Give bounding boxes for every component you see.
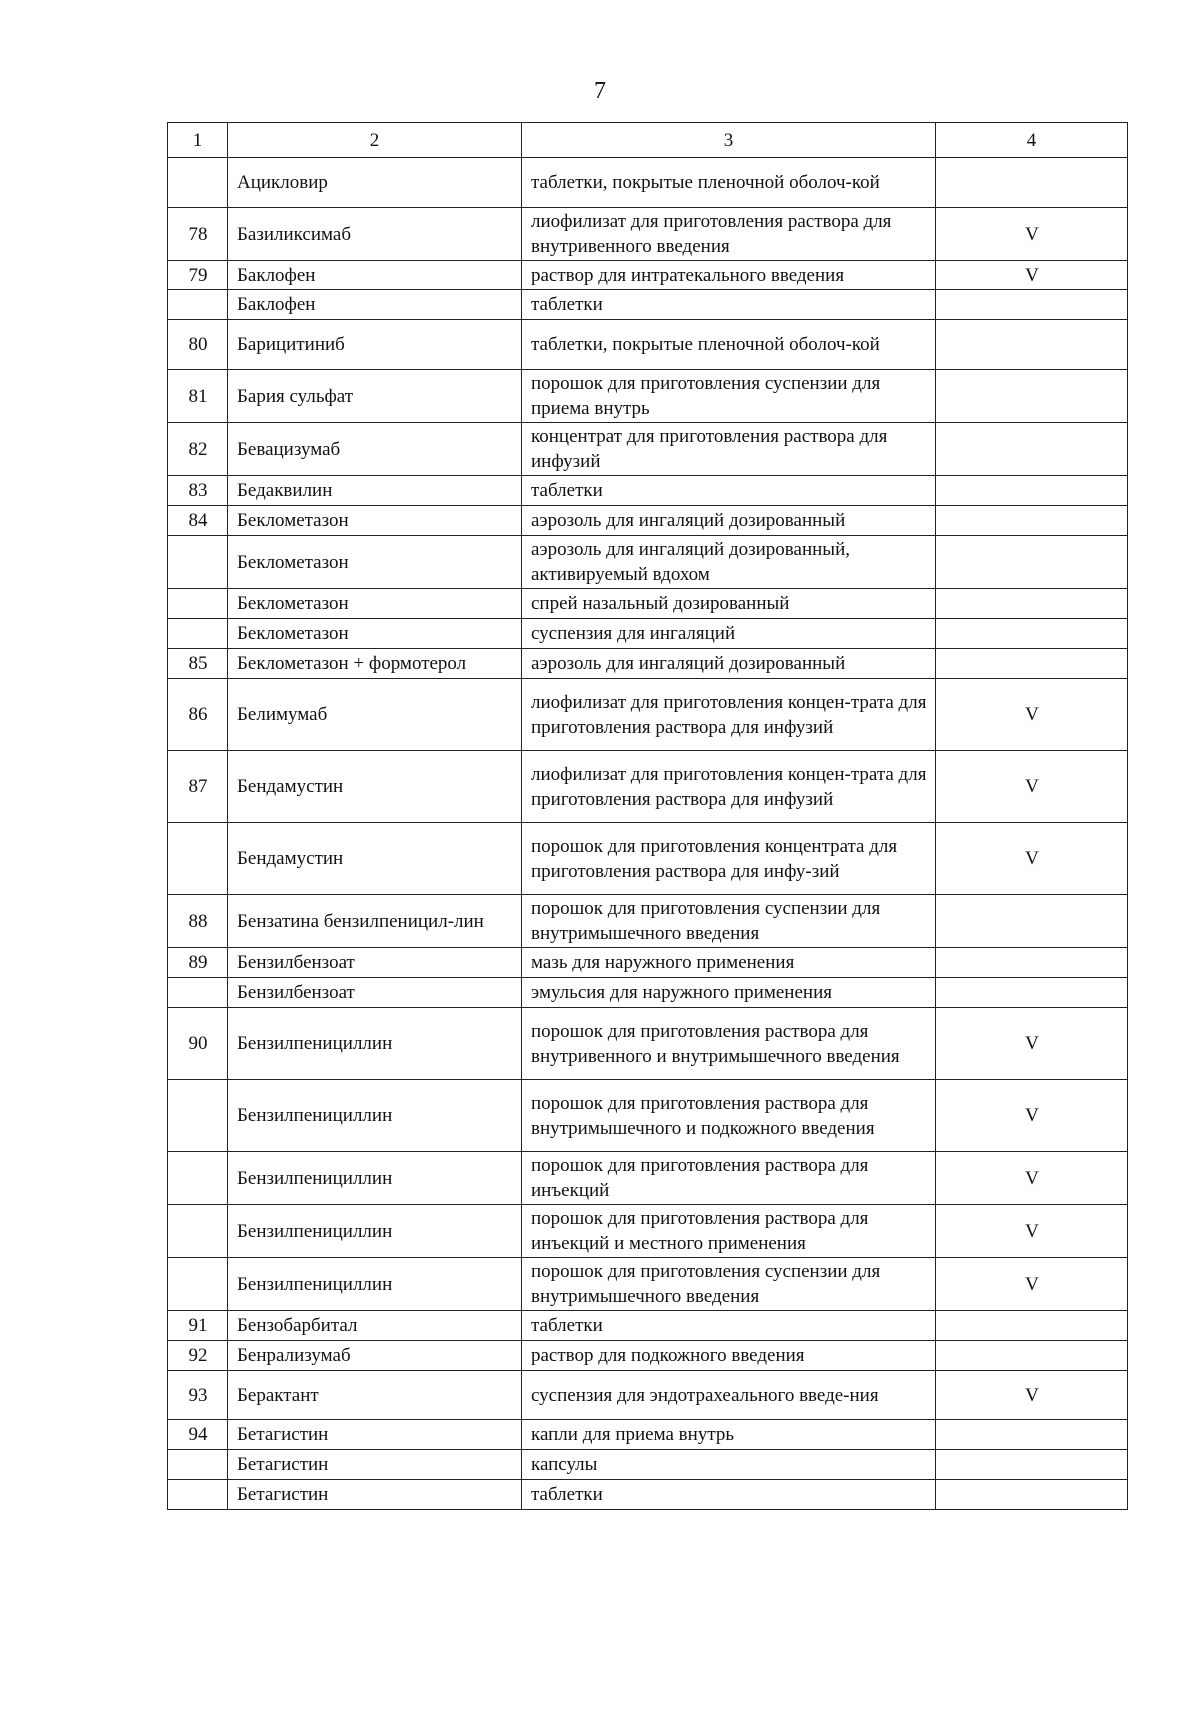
table-row xyxy=(168,1152,1128,1205)
table-row xyxy=(168,1371,1128,1420)
dosage-form: таблетки xyxy=(522,290,936,320)
row-number xyxy=(168,1152,228,1205)
column-header-4: 4 xyxy=(936,123,1128,158)
table-row xyxy=(168,978,1128,1008)
drug-name: Ацикловир xyxy=(228,158,522,208)
drug-name: Бензилпенициллин xyxy=(228,1152,522,1205)
drug-name: Бензилбензоат xyxy=(228,948,522,978)
table-row xyxy=(168,1450,1128,1480)
row-number: 81 xyxy=(168,370,228,423)
table-row xyxy=(168,290,1128,320)
table-row xyxy=(168,1205,1128,1258)
dosage-form: таблетки xyxy=(522,1480,936,1510)
row-number: 85 xyxy=(168,649,228,679)
mark-cell: V xyxy=(936,1152,1128,1205)
table-row xyxy=(168,1008,1128,1080)
drug-name: Бетагистин xyxy=(228,1420,522,1450)
table-row xyxy=(168,261,1128,290)
drug-name: Бензилпенициллин xyxy=(228,1258,522,1311)
drug-name: Беклометазон xyxy=(228,536,522,589)
drug-name: Бетагистин xyxy=(228,1480,522,1510)
drug-name: Беклометазон xyxy=(228,589,522,619)
drug-name: Базиликсимаб xyxy=(228,208,522,261)
table-row xyxy=(168,476,1128,506)
mark-cell xyxy=(936,948,1128,978)
mark-cell: V xyxy=(936,679,1128,751)
drug-name: Бензилпенициллин xyxy=(228,1205,522,1258)
mark-cell xyxy=(936,649,1128,679)
mark-cell xyxy=(936,895,1128,948)
table-row xyxy=(168,370,1128,423)
drug-name: Бензилпенициллин xyxy=(228,1080,522,1152)
dosage-form: аэрозоль для ингаляций дозированный xyxy=(522,506,936,536)
row-number xyxy=(168,823,228,895)
mark-cell xyxy=(936,619,1128,649)
dosage-form: порошок для приготовления раствора для внутривенного и внутримышечного введения xyxy=(522,1008,936,1080)
drug-name: Бензатина бензилпеницил-лин xyxy=(228,895,522,948)
row-number: 80 xyxy=(168,320,228,370)
drug-name: Белимумаб xyxy=(228,679,522,751)
dosage-form: суспензия для ингаляций xyxy=(522,619,936,649)
row-number: 94 xyxy=(168,1420,228,1450)
dosage-form: порошок для приготовления суспензии для внутримышечного введения xyxy=(522,1258,936,1311)
table-row xyxy=(168,423,1128,476)
dosage-form: таблетки xyxy=(522,476,936,506)
table-row xyxy=(168,619,1128,649)
table-row xyxy=(168,1341,1128,1371)
medicines-table xyxy=(167,122,1128,1510)
row-number xyxy=(168,536,228,589)
row-number xyxy=(168,1258,228,1311)
mark-cell xyxy=(936,1311,1128,1341)
dosage-form: порошок для приготовления раствора для внутримышечного и подкожного введения xyxy=(522,1080,936,1152)
dosage-form: раствор для подкожного введения xyxy=(522,1341,936,1371)
row-number: 90 xyxy=(168,1008,228,1080)
dosage-form: порошок для приготовления концентрата для приготовления раствора для инфу-зий xyxy=(522,823,936,895)
mark-cell: V xyxy=(936,208,1128,261)
drug-name: Берактант xyxy=(228,1371,522,1420)
drug-name: Бензилбензоат xyxy=(228,978,522,1008)
row-number: 89 xyxy=(168,948,228,978)
row-number: 92 xyxy=(168,1341,228,1371)
dosage-form: мазь для наружного применения xyxy=(522,948,936,978)
row-number: 83 xyxy=(168,476,228,506)
drug-name: Беклометазон + формотерол xyxy=(228,649,522,679)
dosage-form: лиофилизат для приготовления концен-трата для приготовления раствора для инфузий xyxy=(522,751,936,823)
dosage-form: таблетки, покрытые пленочной оболоч-кой xyxy=(522,158,936,208)
drug-name: Бевацизумаб xyxy=(228,423,522,476)
drug-name: Бедаквилин xyxy=(228,476,522,506)
table-row xyxy=(168,158,1128,208)
dosage-form: спрей назальный дозированный xyxy=(522,589,936,619)
row-number xyxy=(168,978,228,1008)
mark-cell: V xyxy=(936,751,1128,823)
mark-cell xyxy=(936,978,1128,1008)
dosage-form: порошок для приготовления раствора для инъекций и местного применения xyxy=(522,1205,936,1258)
mark-cell xyxy=(936,589,1128,619)
drug-name: Бензобарбитал xyxy=(228,1311,522,1341)
dosage-form: раствор для интратекального введения xyxy=(522,261,936,290)
mark-cell: V xyxy=(936,1371,1128,1420)
mark-cell: V xyxy=(936,261,1128,290)
column-header-1: 1 xyxy=(168,123,228,158)
drug-name: Баклофен xyxy=(228,290,522,320)
table-row xyxy=(168,649,1128,679)
dosage-form: лиофилизат для приготовления раствора для внутривенного введения xyxy=(522,208,936,261)
drug-name: Бенрализумаб xyxy=(228,1341,522,1371)
row-number: 78 xyxy=(168,208,228,261)
row-number: 87 xyxy=(168,751,228,823)
mark-cell xyxy=(936,1420,1128,1450)
mark-cell xyxy=(936,476,1128,506)
dosage-form: суспензия для эндотрахеального введе-ния xyxy=(522,1371,936,1420)
table-row xyxy=(168,948,1128,978)
table-row xyxy=(168,536,1128,589)
mark-cell: V xyxy=(936,1205,1128,1258)
dosage-form: порошок для приготовления суспензии для приема внутрь xyxy=(522,370,936,423)
row-number xyxy=(168,1080,228,1152)
table-row xyxy=(168,1420,1128,1450)
mark-cell xyxy=(936,1341,1128,1371)
table-row xyxy=(168,589,1128,619)
dosage-form: таблетки xyxy=(522,1311,936,1341)
dosage-form: таблетки, покрытые пленочной оболоч-кой xyxy=(522,320,936,370)
dosage-form: концентрат для приготовления раствора для инфузий xyxy=(522,423,936,476)
table-row xyxy=(168,1480,1128,1510)
table-body xyxy=(168,158,1128,1510)
row-number xyxy=(168,1205,228,1258)
mark-cell xyxy=(936,1480,1128,1510)
page-number: 7 xyxy=(594,78,606,104)
dosage-form: капсулы xyxy=(522,1450,936,1480)
row-number: 93 xyxy=(168,1371,228,1420)
mark-cell xyxy=(936,506,1128,536)
row-number: 79 xyxy=(168,261,228,290)
drug-name: Беклометазон xyxy=(228,506,522,536)
table-row xyxy=(168,1258,1128,1311)
dosage-form: капли для приема внутрь xyxy=(522,1420,936,1450)
row-number xyxy=(168,1450,228,1480)
mark-cell: V xyxy=(936,1008,1128,1080)
dosage-form: аэрозоль для ингаляций дозированный xyxy=(522,649,936,679)
table-header-row xyxy=(168,123,1128,158)
row-number: 84 xyxy=(168,506,228,536)
drug-name: Бензилпенициллин xyxy=(228,1008,522,1080)
row-number: 82 xyxy=(168,423,228,476)
mark-cell: V xyxy=(936,1258,1128,1311)
dosage-form: аэрозоль для ингаляций дозированный, активируемый вдохом xyxy=(522,536,936,589)
row-number xyxy=(168,589,228,619)
table-row xyxy=(168,208,1128,261)
table-row xyxy=(168,751,1128,823)
drug-name: Баклофен xyxy=(228,261,522,290)
mark-cell xyxy=(936,536,1128,589)
drug-name: Барицитиниб xyxy=(228,320,522,370)
table-row xyxy=(168,1080,1128,1152)
mark-cell xyxy=(936,423,1128,476)
column-header-3: 3 xyxy=(522,123,936,158)
dosage-form: порошок для приготовления раствора для инъекций xyxy=(522,1152,936,1205)
row-number xyxy=(168,158,228,208)
table-row xyxy=(168,506,1128,536)
drug-name: Бетагистин xyxy=(228,1450,522,1480)
mark-cell xyxy=(936,1450,1128,1480)
mark-cell xyxy=(936,370,1128,423)
drug-name: Бендамустин xyxy=(228,823,522,895)
dosage-form: лиофилизат для приготовления концен-трата для приготовления раствора для инфузий xyxy=(522,679,936,751)
mark-cell xyxy=(936,320,1128,370)
row-number: 91 xyxy=(168,1311,228,1341)
table-row xyxy=(168,1311,1128,1341)
dosage-form: эмульсия для наружного применения xyxy=(522,978,936,1008)
table-row xyxy=(168,823,1128,895)
row-number: 86 xyxy=(168,679,228,751)
row-number: 88 xyxy=(168,895,228,948)
row-number xyxy=(168,619,228,649)
mark-cell xyxy=(936,290,1128,320)
table-row xyxy=(168,679,1128,751)
row-number xyxy=(168,290,228,320)
mark-cell: V xyxy=(936,1080,1128,1152)
mark-cell: V xyxy=(936,823,1128,895)
drug-name: Бендамустин xyxy=(228,751,522,823)
drug-name: Беклометазон xyxy=(228,619,522,649)
column-header-2: 2 xyxy=(228,123,522,158)
row-number xyxy=(168,1480,228,1510)
dosage-form: порошок для приготовления суспензии для внутримышечного введения xyxy=(522,895,936,948)
mark-cell xyxy=(936,158,1128,208)
table-row xyxy=(168,320,1128,370)
drug-name: Бария сульфат xyxy=(228,370,522,423)
table-row xyxy=(168,895,1128,948)
